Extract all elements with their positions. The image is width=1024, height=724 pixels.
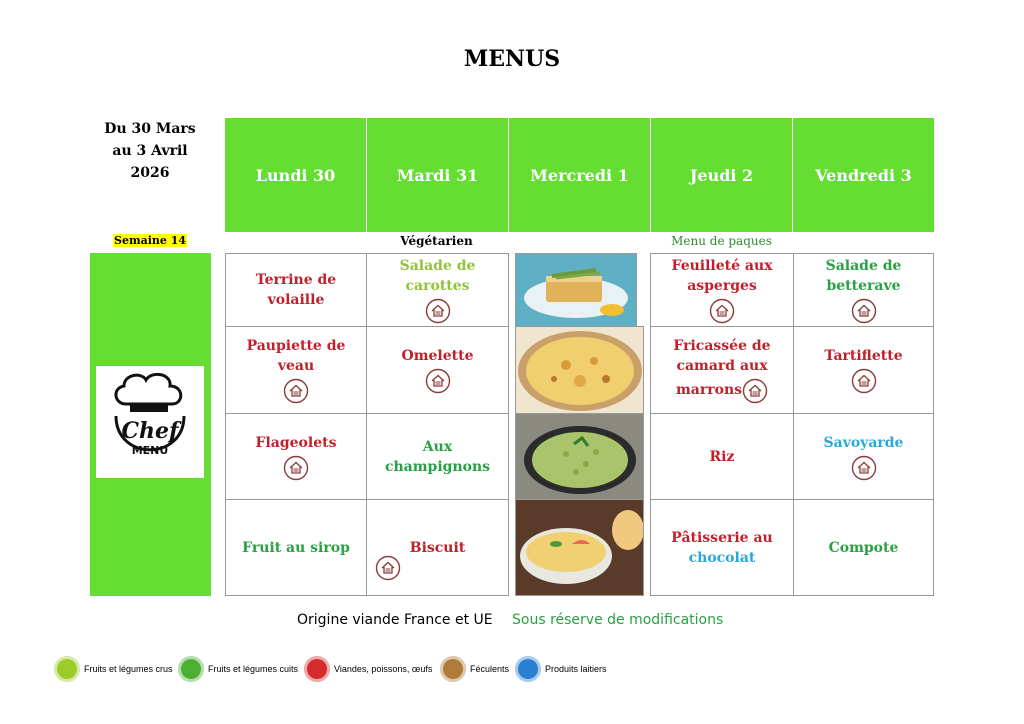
- dish-name: Fricassée de camard aux: [673, 338, 771, 374]
- legend-item-protein: [304, 656, 432, 682]
- fait-maison-icon: [375, 555, 401, 581]
- fait-maison-icon: [851, 368, 877, 394]
- menu-cell-vendredi-2: [793, 326, 934, 414]
- origin-note: Origine viande France et UE: [297, 612, 493, 628]
- fait-maison-icon: [283, 455, 309, 481]
- menu-cell-mardi-4: [366, 499, 509, 596]
- menu-cell-jeudi-3: [650, 413, 794, 500]
- dish-name: Compote: [828, 539, 899, 556]
- menu-cell-lundi-1: [225, 253, 367, 327]
- dish-name: Aux champignons: [384, 438, 491, 475]
- food-photo-tartiflette: [515, 326, 644, 414]
- dish-name: Savoyarde: [823, 434, 904, 451]
- food-photo-flageolets: [515, 413, 644, 500]
- dish-name: Salade de carottes: [399, 258, 476, 294]
- fait-maison-icon: [709, 298, 735, 324]
- day-header-lundi: Lundi 30: [225, 118, 367, 232]
- week-badge: Semaine 14: [114, 234, 187, 247]
- menu-cell-vendredi-3: [793, 413, 934, 500]
- food-photo-asparagus-pastry: [515, 253, 637, 327]
- page-title: MENUS: [463, 46, 561, 72]
- reserve-note: Sous réserve de modifications: [512, 612, 724, 628]
- dish-name: Salade de betterave: [825, 258, 902, 294]
- fait-maison-icon: [851, 455, 877, 481]
- fait-maison-icon: [425, 368, 451, 394]
- menu-cell-lundi-4: [225, 499, 367, 596]
- fait-maison-icon: [851, 298, 877, 324]
- legend-label: Produits laitiers: [545, 664, 607, 674]
- legend-item-cooked: [178, 656, 298, 682]
- date-line-1: Du 30 Mars: [104, 121, 196, 137]
- legend-item-raw: [54, 656, 173, 682]
- food-photo-compote: [515, 499, 644, 596]
- menu-cell-jeudi-4: [650, 499, 794, 596]
- logo-text-menu: MENU: [131, 444, 169, 457]
- dish-name: Biscuit: [409, 539, 466, 556]
- legend-item-starch: [440, 656, 509, 682]
- logo-text-chef: Chef: [121, 418, 179, 444]
- vegetarian-note: Végétarien: [400, 234, 473, 248]
- protein-icon: [304, 656, 330, 682]
- day-header-vendredi: Vendredi 3: [793, 118, 934, 232]
- cooked-produce-icon: [178, 656, 204, 682]
- date-line-3: 2026: [130, 165, 170, 181]
- menu-cell-mardi-1: [366, 253, 509, 327]
- dish-name: Riz: [709, 448, 735, 465]
- legend-label: Fruits et légumes crus: [84, 664, 173, 674]
- dish-name: Fruit au sirop: [242, 539, 350, 556]
- dish-name-cont: chocolat: [688, 549, 756, 566]
- legend-item-dairy: [515, 656, 607, 682]
- day-header-mercredi: Mercredi 1: [509, 118, 651, 232]
- chef-menu-logo: [96, 366, 204, 478]
- menu-cell-mardi-3: [366, 413, 509, 500]
- menu-cell-lundi-3: [225, 413, 367, 500]
- menu-cell-vendredi-4: [793, 499, 934, 596]
- fait-maison-icon: [283, 378, 309, 404]
- menu-cell-jeudi-1: [650, 253, 794, 327]
- date-line-2: au 3 Avril: [112, 143, 188, 159]
- fait-maison-icon: [425, 298, 451, 324]
- dish-name: Paupiette de veau: [246, 338, 346, 374]
- menu-cell-jeudi-2: [650, 326, 794, 414]
- dish-name: Terrine de volaille: [255, 272, 337, 308]
- dish-name: Tartiflette: [824, 348, 903, 364]
- raw-produce-icon: [54, 656, 80, 682]
- legend-label: Fruits et légumes cuits: [208, 664, 299, 674]
- starch-icon: [440, 656, 466, 682]
- day-header-mardi: Mardi 31: [367, 118, 509, 232]
- dairy-icon: [515, 656, 541, 682]
- fait-maison-icon: [742, 378, 768, 404]
- dish-name: Pâtisserie au: [671, 529, 773, 546]
- date-range: [96, 118, 204, 184]
- day-header-jeudi: Jeudi 2: [651, 118, 793, 232]
- dish-name: Omelette: [401, 348, 474, 364]
- dish-name: Flageolets: [255, 434, 337, 451]
- menu-cell-mardi-2: [366, 326, 509, 414]
- menu-cell-lundi-2: [225, 326, 367, 414]
- dish-name-cont: marrons: [675, 382, 743, 398]
- easter-menu-note: Menu de paques: [671, 234, 772, 248]
- legend-label: Viandes, poissons, œufs: [334, 664, 433, 674]
- dish-name: Feuilleté aux asperges: [671, 258, 773, 294]
- menu-cell-vendredi-1: [793, 253, 934, 327]
- legend-label: Féculents: [470, 664, 510, 674]
